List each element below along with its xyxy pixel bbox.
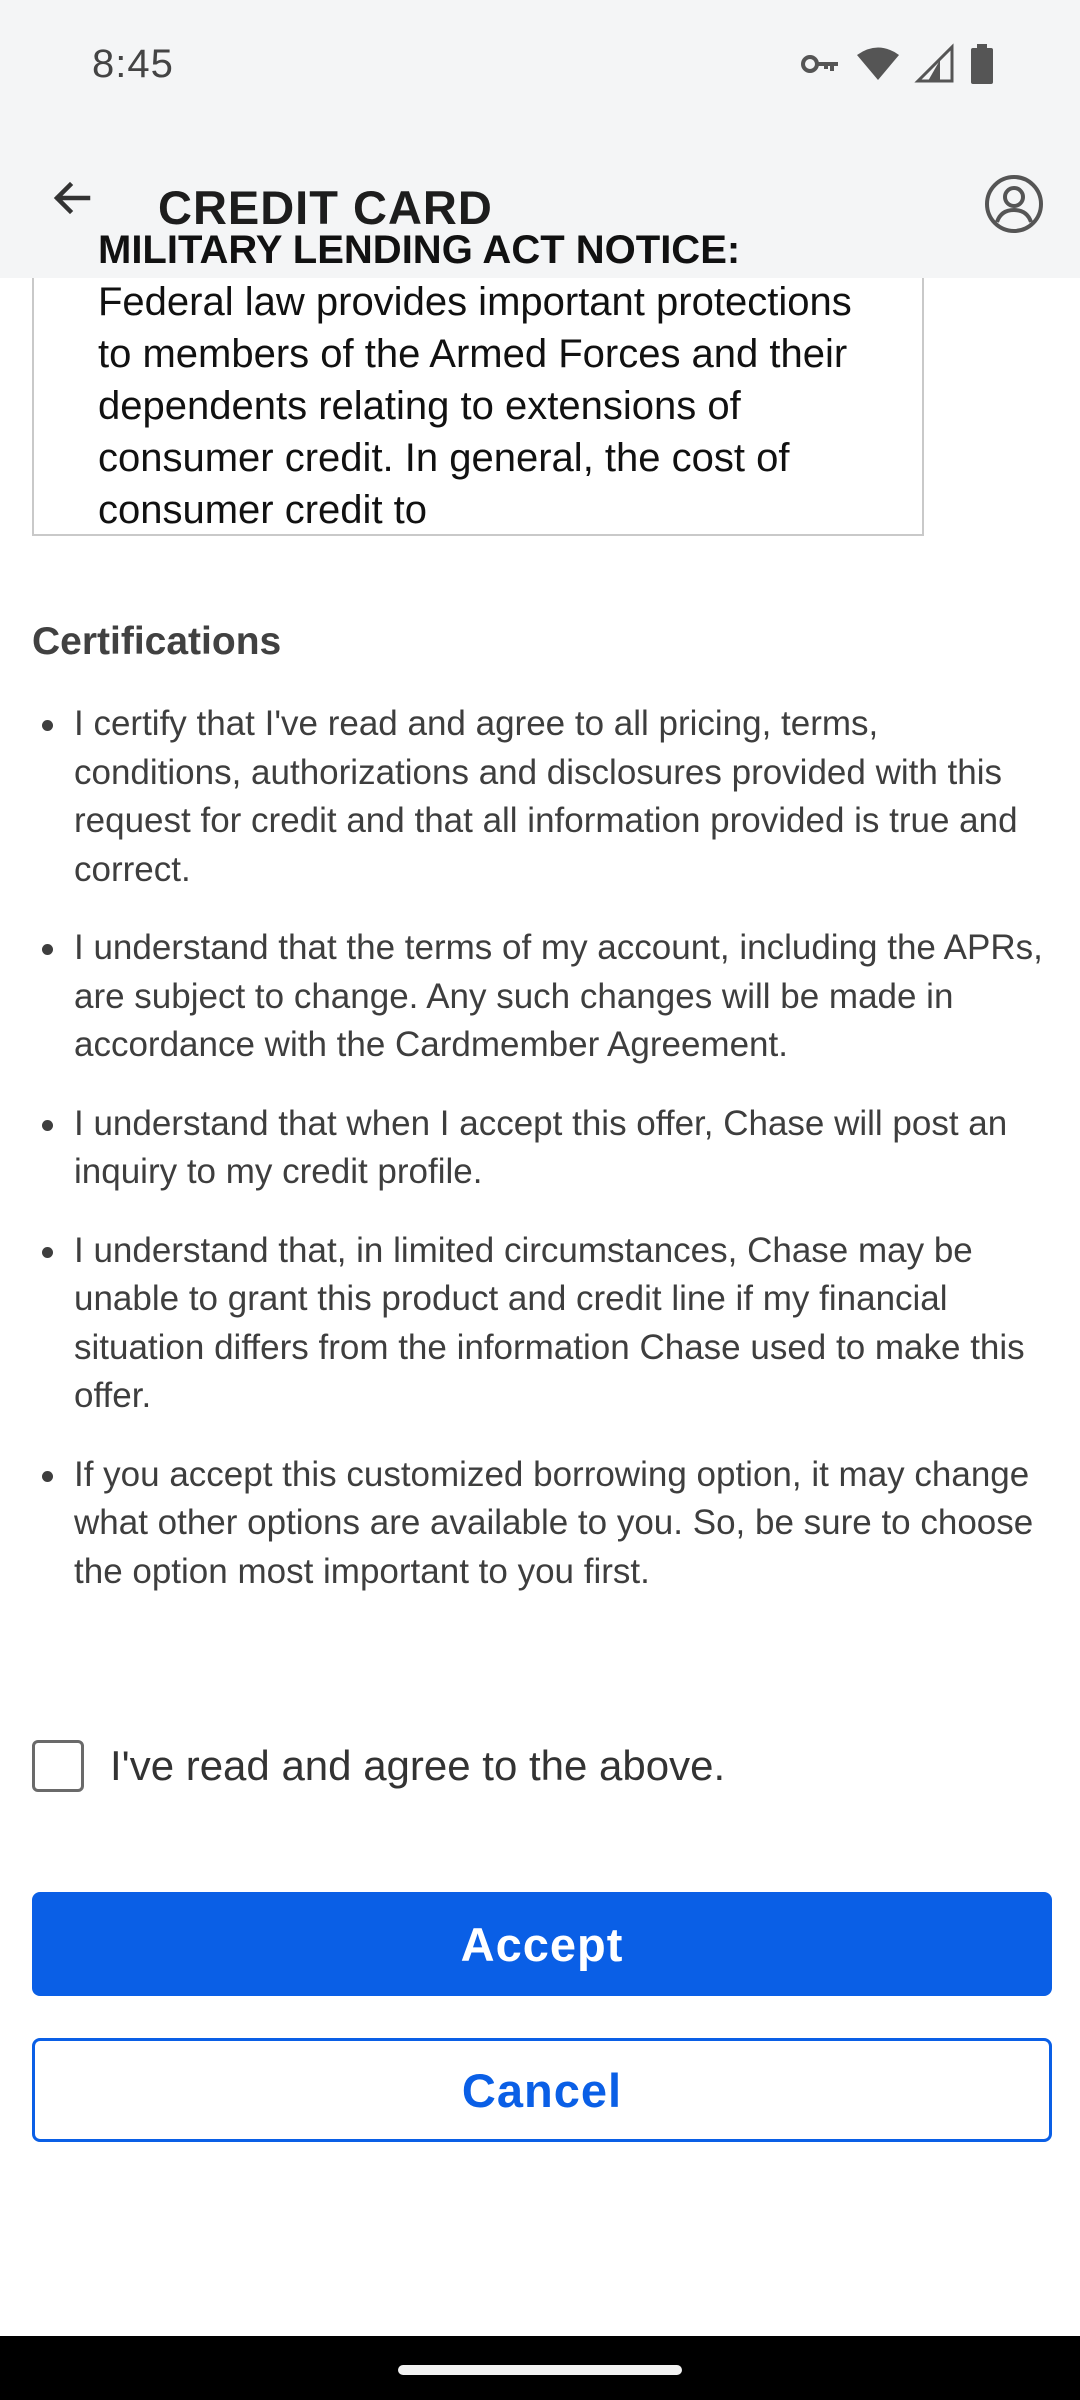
certification-item: I understand that the terms of my account, including the APRs, are subject to change. Any such changes will be made in accordance with the Cardmember Agreement. bbox=[32, 924, 1052, 1070]
certification-item: I certify that I've read and agree to all pricing, terms, conditions, authorizations and disclosures provided with this request for credit and that all information provided is true and correct. bbox=[32, 700, 1052, 894]
home-handle[interactable] bbox=[398, 2365, 682, 2375]
notice-content bbox=[98, 224, 878, 536]
vpn-key-icon bbox=[800, 52, 840, 76]
certifications-title: Certifications bbox=[32, 620, 282, 663]
notice-body: Federal law provides important protections to members of the Armed Forces and their dependents relating to extensions of consumer credit. In general, the cost of consumer credit to bbox=[98, 280, 852, 532]
battery-icon bbox=[970, 44, 994, 84]
certification-item: I understand that, in limited circumstances, Chase may be unable to grant this product and credit line if my financial situation differs from the information Chase used to make this offer. bbox=[32, 1227, 1052, 1421]
cancel-button[interactable]: Cancel bbox=[32, 2038, 1052, 2142]
cell-signal-icon bbox=[916, 46, 954, 82]
notice-heading: MILITARY LENDING ACT NOTICE: bbox=[98, 228, 741, 272]
status-icons bbox=[800, 44, 994, 84]
certifications-list bbox=[32, 700, 1052, 1626]
profile-button[interactable] bbox=[978, 168, 1050, 240]
certification-item: I understand that when I accept this offer, Chase will post an inquiry to my credit profile. bbox=[32, 1100, 1052, 1197]
profile-icon bbox=[983, 173, 1045, 235]
wifi-icon bbox=[856, 46, 900, 82]
status-time: 8:45 bbox=[92, 42, 174, 86]
back-button[interactable] bbox=[40, 166, 104, 230]
accept-button[interactable]: Accept bbox=[32, 1892, 1052, 1996]
status-bar bbox=[0, 0, 1080, 136]
certification-item: If you accept this customized borrowing option, it may change what other options are available to you. So, be sure to choose the option most important to you first. bbox=[32, 1451, 1052, 1597]
agree-row[interactable] bbox=[32, 1740, 725, 1792]
arrow-left-icon bbox=[48, 174, 96, 222]
page-title: CREDIT CARD bbox=[158, 181, 493, 234]
agree-checkbox[interactable] bbox=[32, 1740, 84, 1792]
agree-label[interactable]: I've read and agree to the above. bbox=[110, 1742, 726, 1789]
notice-scroll-box[interactable] bbox=[32, 228, 924, 536]
